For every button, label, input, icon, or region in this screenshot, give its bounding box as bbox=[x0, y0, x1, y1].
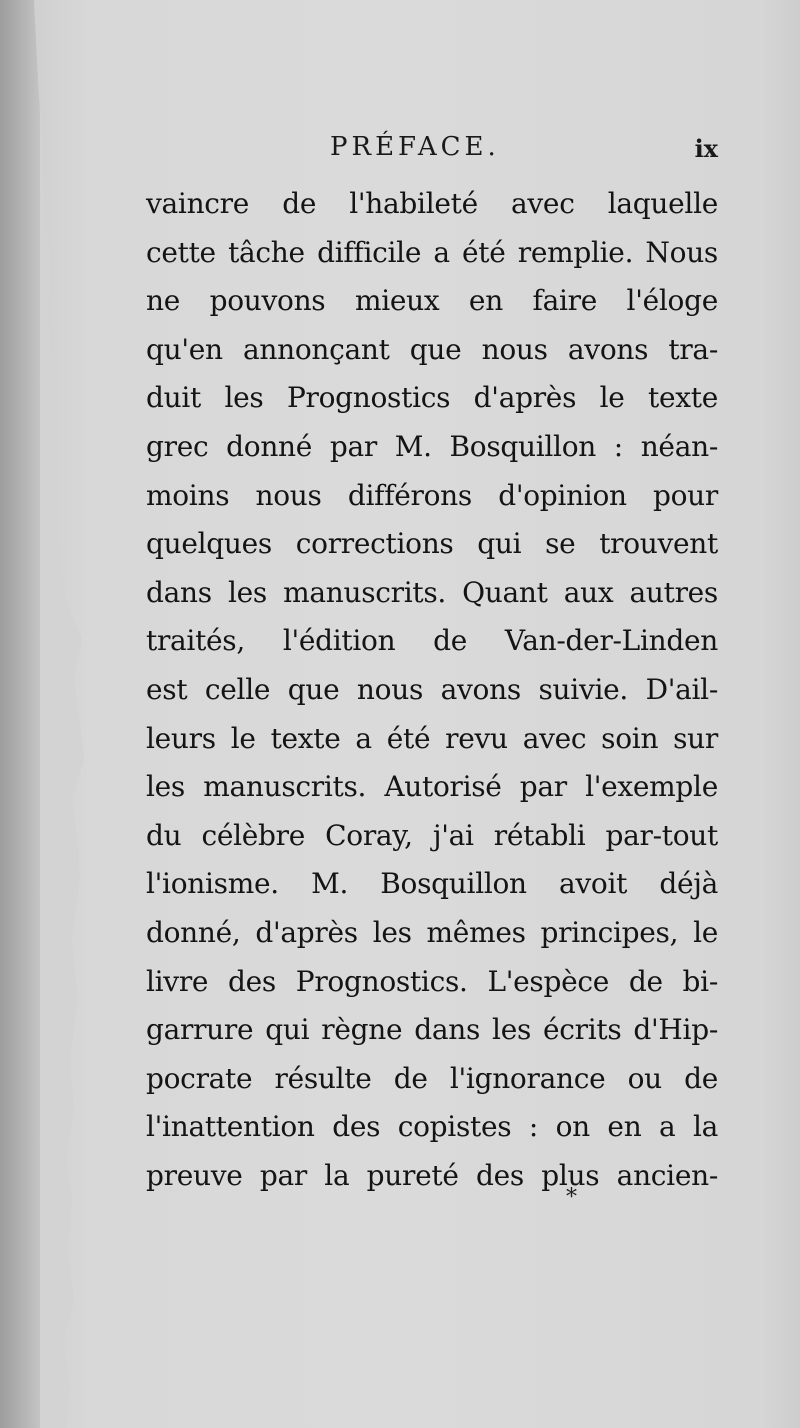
text-line: vaincre de l'habileté avec laquelle bbox=[146, 187, 718, 220]
text-line: pocrate résulte de l'ignorance ou de bbox=[146, 1061, 718, 1095]
text-line: quelques corrections qui se trouvent bbox=[146, 527, 718, 561]
signature-asterisk: * bbox=[566, 1185, 577, 1210]
page-edge bbox=[0, 0, 40, 1428]
text-line: est celle que nous avons suivie. D'ail- bbox=[146, 672, 718, 706]
running-head: PRÉFACE. bbox=[330, 132, 500, 162]
body-text bbox=[146, 180, 718, 1200]
text-line: traités, l'édition de Van-der-Linden bbox=[146, 624, 718, 658]
text-line: dans les manuscrits. Quant aux autres bbox=[146, 575, 718, 609]
text-line: cette tâche difficile a été remplie. Nous bbox=[146, 235, 718, 269]
text-line: moins nous différons d'opinion pour bbox=[146, 478, 718, 512]
text-line: qu'en annonçant que nous avons tra- bbox=[146, 332, 718, 366]
text-line: ne pouvons mieux en faire l'éloge bbox=[146, 284, 718, 318]
page-number: ix bbox=[694, 134, 718, 163]
text-line: les manuscrits. Autorisé par l'exemple bbox=[146, 770, 718, 804]
text-line: preuve par la pureté des plus ancien- bbox=[146, 1158, 718, 1192]
text-line: l'ionisme. M. Bosquillon avoit déjà bbox=[146, 867, 718, 901]
text-line: donné, d'après les mêmes principes, le bbox=[146, 915, 718, 949]
text-line: livre des Prognostics. L'espèce de bi- bbox=[146, 964, 718, 998]
text-line: du célèbre Coray, j'ai rétabli par-tout bbox=[146, 818, 718, 852]
text-line: l'inattention des copistes : on en a la bbox=[146, 1110, 718, 1144]
text-line: duit les Prognostics d'après le texte bbox=[146, 381, 718, 415]
text-line: leurs le texte a été revu avec soin sur bbox=[146, 721, 718, 755]
signature-mark bbox=[566, 1185, 577, 1210]
text-line: garrure qui règne dans les écrits d'Hip- bbox=[146, 1013, 718, 1047]
text-line: grec donné par M. Bosquillon : néan- bbox=[146, 429, 718, 463]
page-header bbox=[148, 132, 718, 172]
